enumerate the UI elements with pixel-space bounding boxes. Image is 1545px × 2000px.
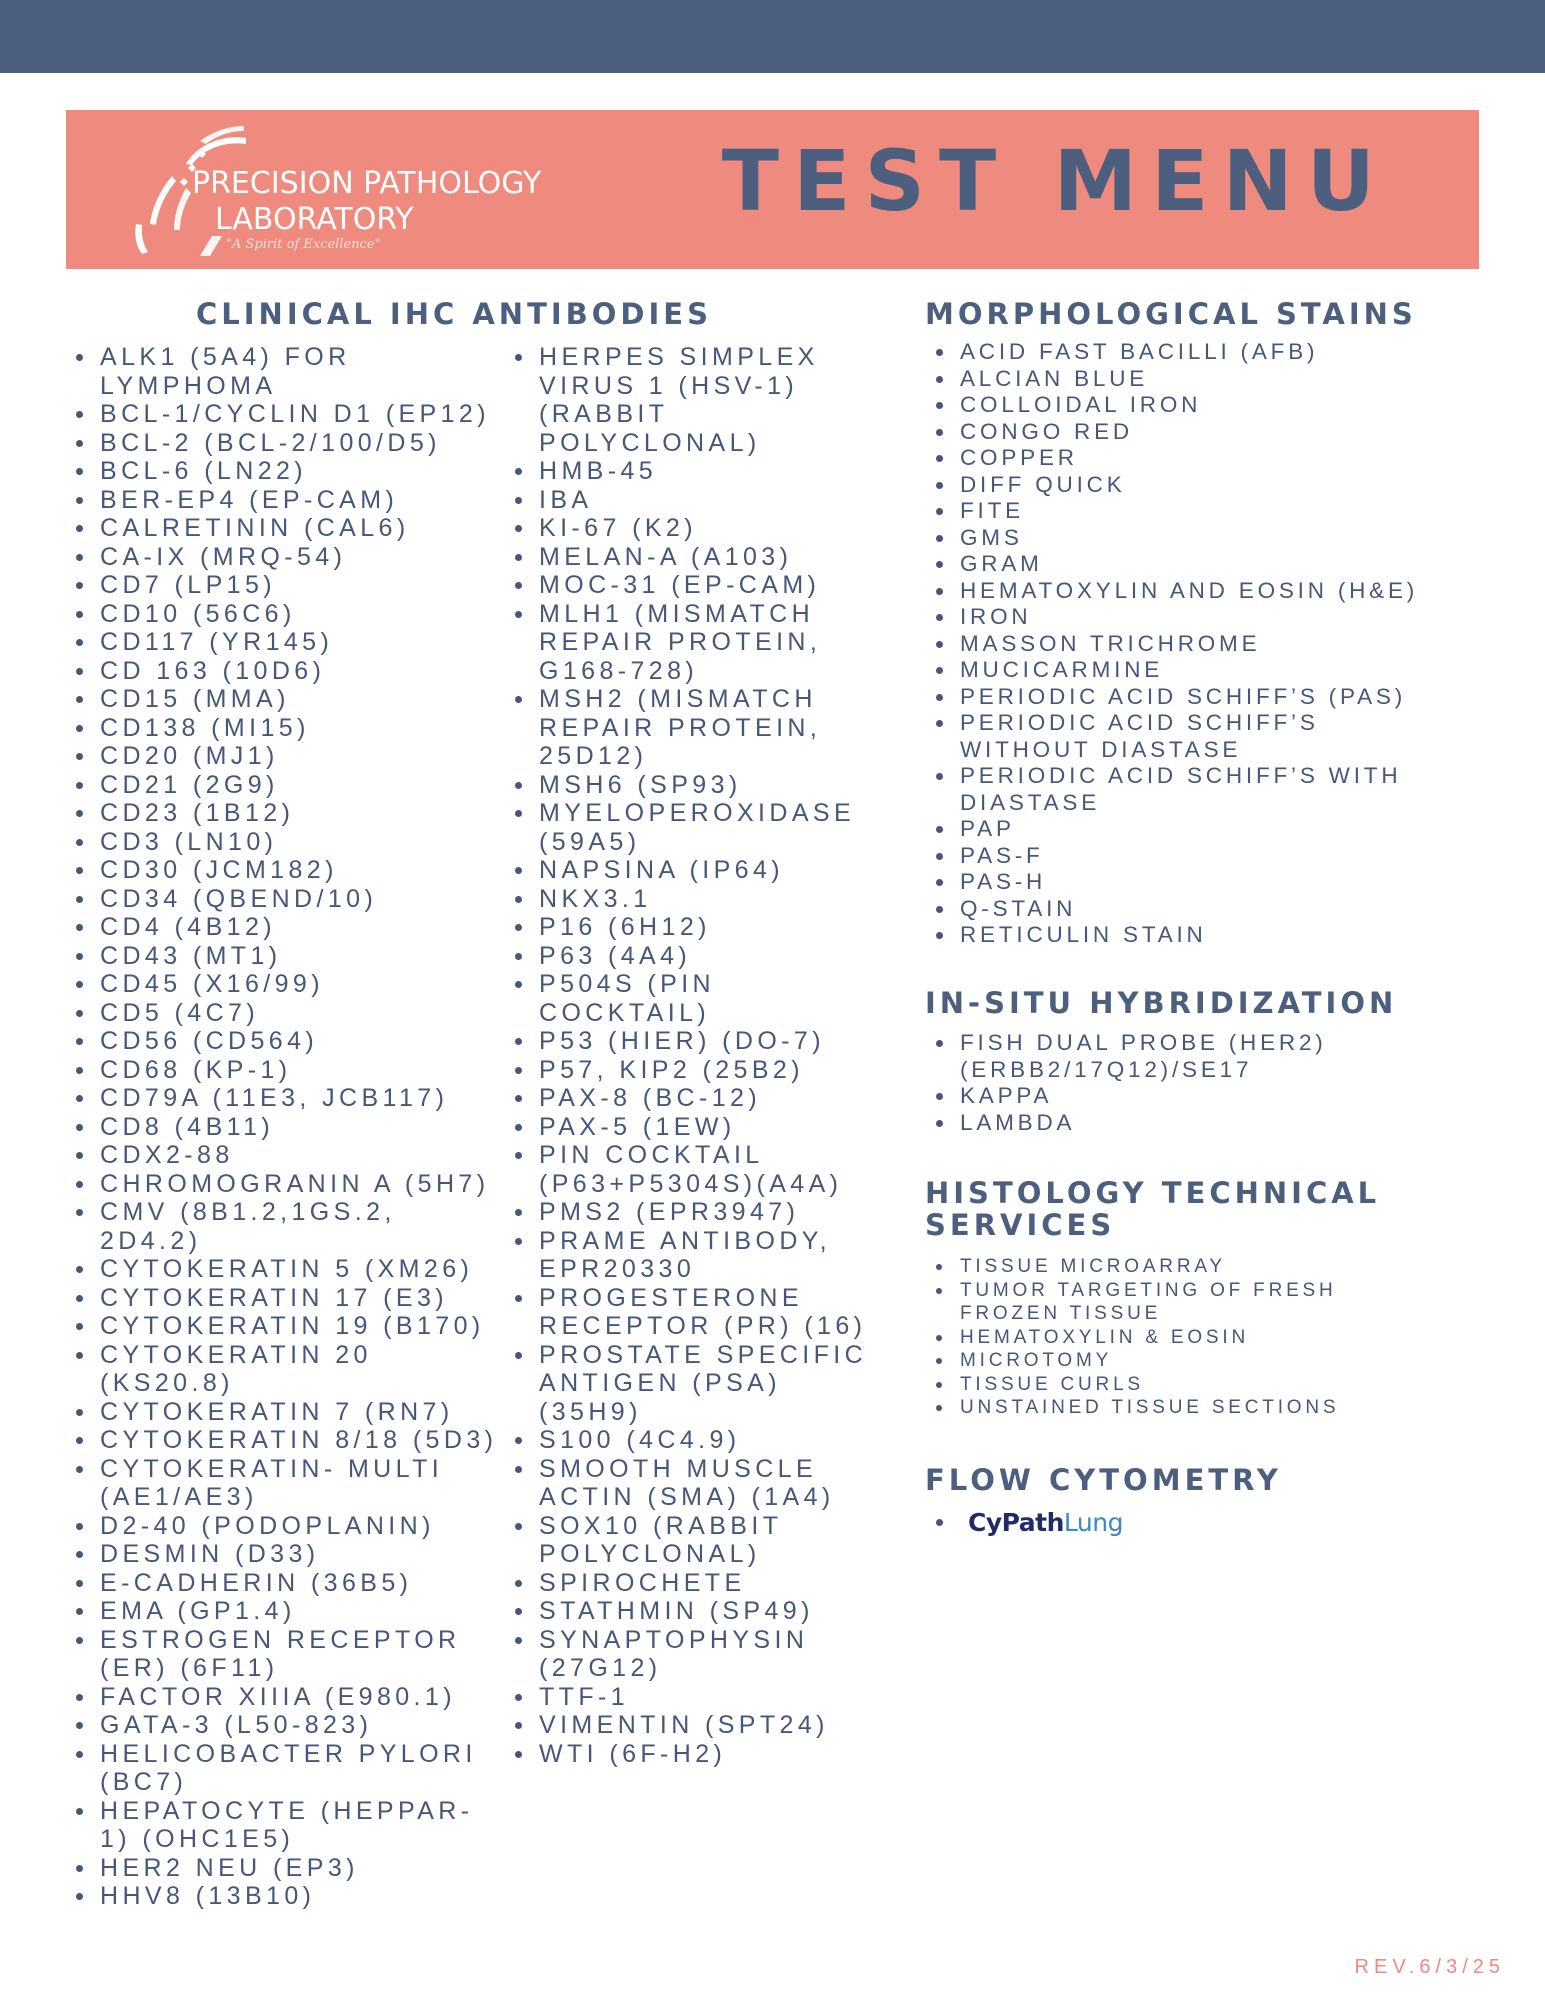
list-item: MLH1 (MISMATCH REPAIR PROTEIN, G168-728) bbox=[509, 600, 869, 686]
list-item: CD23 (1B12) bbox=[70, 799, 500, 828]
list-item: HEMATOXYLIN & EOSIN bbox=[930, 1326, 1350, 1350]
list-item: CYTOKERATIN 20 (KS20.8) bbox=[70, 1341, 500, 1398]
ihc-heading: CLINICAL IHC ANTIBODIES bbox=[196, 297, 712, 331]
list-item: CD117 (YR145) bbox=[70, 628, 500, 657]
top-color-bar bbox=[0, 0, 1545, 73]
list-item: CD68 (KP-1) bbox=[70, 1056, 500, 1085]
ish-list bbox=[930, 1030, 1350, 1136]
list-item: GMS bbox=[930, 525, 1450, 552]
list-item: IRON bbox=[930, 604, 1450, 631]
list-item: D2-40 (PODOPLANIN) bbox=[70, 1512, 500, 1541]
list-item: EMA (GP1.4) bbox=[70, 1597, 500, 1626]
list-item: PROSTATE SPECIFIC ANTIGEN (PSA) (35H9) bbox=[509, 1341, 869, 1427]
list-item: STATHMIN (SP49) bbox=[509, 1597, 869, 1626]
list-item: HERPES SIMPLEX VIRUS 1 (HSV-1) (RABBIT POLYCLONAL) bbox=[509, 343, 869, 457]
list-item: CONGO RED bbox=[930, 419, 1450, 446]
list-item: Q-STAIN bbox=[930, 896, 1450, 923]
list-item: P57, KIP2 (25B2) bbox=[509, 1056, 869, 1085]
ihc-list-column-1 bbox=[70, 343, 500, 1911]
logo-tagline: "A Spirit of Excellence" bbox=[226, 237, 381, 252]
list-item: PERIODIC ACID SCHIFF’S (PAS) bbox=[930, 684, 1450, 711]
list-item: PERIODIC ACID SCHIFF’S WITH DIASTASE bbox=[930, 763, 1450, 816]
cypath-lung-logo bbox=[968, 1508, 1123, 1537]
revision-label: REV.6/3/25 bbox=[1354, 1956, 1505, 1978]
list-item: P16 (6H12) bbox=[509, 913, 869, 942]
list-item: CA-IX (MRQ-54) bbox=[70, 543, 500, 572]
list-item: NAPSINA (IP64) bbox=[509, 856, 869, 885]
list-item: NKX3.1 bbox=[509, 885, 869, 914]
list-item: HELICOBACTER PYLORI (BC7) bbox=[70, 1740, 500, 1797]
list-item: SYNAPTOPHYSIN (27G12) bbox=[509, 1626, 869, 1683]
list-item: WTI (6F-H2) bbox=[509, 1740, 869, 1769]
list-item: MUCICARMINE bbox=[930, 657, 1450, 684]
list-item: CYTOKERATIN- MULTI (AE1/AE3) bbox=[70, 1455, 500, 1512]
list-item: BCL-1/CYCLIN D1 (EP12) bbox=[70, 400, 500, 429]
list-item: MASSON TRICHROME bbox=[930, 631, 1450, 658]
list-item: CD20 (MJ1) bbox=[70, 742, 500, 771]
histology-heading-line1: HISTOLOGY TECHNICAL bbox=[925, 1176, 1381, 1210]
list-item: PAP bbox=[930, 816, 1450, 843]
list-item: P504S (PIN COCKTAIL) bbox=[509, 970, 869, 1027]
list-item: HEPATOCYTE (HEPPAR-1) (OHC1E5) bbox=[70, 1797, 500, 1854]
list-item: COLLOIDAL IRON bbox=[930, 392, 1450, 419]
flow-heading: FLOW CYTOMETRY bbox=[925, 1463, 1282, 1497]
list-item: CD3 (LN10) bbox=[70, 828, 500, 857]
list-item: CD30 (JCM182) bbox=[70, 856, 500, 885]
list-item: ALCIAN BLUE bbox=[930, 366, 1450, 393]
list-item: KI-67 (K2) bbox=[509, 514, 869, 543]
list-item: HER2 NEU (EP3) bbox=[70, 1854, 500, 1883]
list-item: PAS-F bbox=[930, 843, 1450, 870]
list-item: TUMOR TARGETING OF FRESH FROZEN TISSUE bbox=[930, 1279, 1350, 1326]
list-item: CD5 (4C7) bbox=[70, 999, 500, 1028]
list-item: FISH DUAL PROBE (HER2) (ERBB2/17Q12)/SE17 bbox=[930, 1030, 1350, 1083]
list-item: CD7 (LP15) bbox=[70, 571, 500, 600]
lab-logo bbox=[126, 124, 596, 259]
list-item: CD8 (4B11) bbox=[70, 1113, 500, 1142]
list-item: ESTROGEN RECEPTOR (ER) (6F11) bbox=[70, 1626, 500, 1683]
list-item: BCL-2 (BCL-2/100/D5) bbox=[70, 429, 500, 458]
list-item: CMV (8B1.2,1GS.2, 2D4.2) bbox=[70, 1198, 500, 1255]
logo-name-line1: PRECISION PATHOLOGY bbox=[192, 166, 542, 201]
cypath-logo-part1: CyPath bbox=[968, 1508, 1064, 1537]
list-item: CD15 (MMA) bbox=[70, 685, 500, 714]
list-item: HEMATOXYLIN AND EOSIN (H&E) bbox=[930, 578, 1450, 605]
list-item: BCL-6 (LN22) bbox=[70, 457, 500, 486]
list-item: CD 163 (10D6) bbox=[70, 657, 500, 686]
list-item: S100 (4C4.9) bbox=[509, 1426, 869, 1455]
list-item: P53 (HIER) (DO-7) bbox=[509, 1027, 869, 1056]
list-item: TTF-1 bbox=[509, 1683, 869, 1712]
list-item: CALRETININ (CAL6) bbox=[70, 514, 500, 543]
list-item: CD34 (QBEND/10) bbox=[70, 885, 500, 914]
list-item: PRAME ANTIBODY, EPR20330 bbox=[509, 1227, 869, 1284]
page-title: TEST MENU bbox=[721, 132, 1389, 230]
list-item: MSH2 (MISMATCH REPAIR PROTEIN, 25D12) bbox=[509, 685, 869, 771]
ish-heading: IN-SITU HYBRIDIZATION bbox=[925, 986, 1398, 1020]
list-item: CD10 (56C6) bbox=[70, 600, 500, 629]
list-item: P63 (4A4) bbox=[509, 942, 869, 971]
list-item: MICROTOMY bbox=[930, 1349, 1350, 1373]
list-item: CHROMOGRANIN A (5H7) bbox=[70, 1170, 500, 1199]
list-item bbox=[930, 1505, 1230, 1541]
list-item: CD56 (CD564) bbox=[70, 1027, 500, 1056]
list-item: E-CADHERIN (36B5) bbox=[70, 1569, 500, 1598]
list-item: DESMIN (D33) bbox=[70, 1540, 500, 1569]
list-item: CD43 (MT1) bbox=[70, 942, 500, 971]
list-item: MSH6 (SP93) bbox=[509, 771, 869, 800]
header-banner bbox=[66, 110, 1479, 269]
list-item: KAPPA bbox=[930, 1083, 1350, 1110]
list-item: HHV8 (13B10) bbox=[70, 1882, 500, 1911]
morphological-heading: MORPHOLOGICAL STAINS bbox=[925, 297, 1417, 331]
list-item: PAX-5 (1EW) bbox=[509, 1113, 869, 1142]
list-item: MYELOPEROXIDASE (59A5) bbox=[509, 799, 869, 856]
list-item: VIMENTIN (SPT24) bbox=[509, 1711, 869, 1740]
list-item: IBA bbox=[509, 486, 869, 515]
list-item: FACTOR XIIIA (E980.1) bbox=[70, 1683, 500, 1712]
list-item: COPPER bbox=[930, 445, 1450, 472]
list-item: CYTOKERATIN 5 (XM26) bbox=[70, 1255, 500, 1284]
list-item: PAS-H bbox=[930, 869, 1450, 896]
list-item: GRAM bbox=[930, 551, 1450, 578]
list-item: CD45 (X16/99) bbox=[70, 970, 500, 999]
list-item: CYTOKERATIN 19 (B170) bbox=[70, 1312, 500, 1341]
list-item: PAX-8 (BC-12) bbox=[509, 1084, 869, 1113]
list-item: CYTOKERATIN 7 (RN7) bbox=[70, 1398, 500, 1427]
list-item: PIN COCKTAIL (P63+P5304S)(A4A) bbox=[509, 1141, 869, 1198]
list-item: CYTOKERATIN 17 (E3) bbox=[70, 1284, 500, 1313]
list-item: TISSUE CURLS bbox=[930, 1373, 1350, 1397]
list-item: LAMBDA bbox=[930, 1110, 1350, 1137]
list-item: ACID FAST BACILLI (AFB) bbox=[930, 339, 1450, 366]
list-item: HMB-45 bbox=[509, 457, 869, 486]
list-item: MOC-31 (EP-CAM) bbox=[509, 571, 869, 600]
list-item: RETICULIN STAIN bbox=[930, 922, 1450, 949]
list-item: CD138 (MI15) bbox=[70, 714, 500, 743]
list-item: CD21 (2G9) bbox=[70, 771, 500, 800]
list-item: FITE bbox=[930, 498, 1450, 525]
list-item: ALK1 (5A4) FOR LYMPHOMA bbox=[70, 343, 500, 400]
list-item: CD4 (4B12) bbox=[70, 913, 500, 942]
list-item: DIFF QUICK bbox=[930, 472, 1450, 499]
list-item: CYTOKERATIN 8/18 (5D3) bbox=[70, 1426, 500, 1455]
logo-name-line2: LABORATORY bbox=[215, 202, 414, 237]
list-item: PMS2 (EPR3947) bbox=[509, 1198, 869, 1227]
cypath-logo-part2: Lung bbox=[1063, 1508, 1123, 1537]
list-item: TISSUE MICROARRAY bbox=[930, 1255, 1350, 1279]
morphological-list bbox=[930, 339, 1450, 949]
histology-list bbox=[930, 1255, 1350, 1420]
list-item: CD79A (11E3, JCB117) bbox=[70, 1084, 500, 1113]
list-item: BER-EP4 (EP-CAM) bbox=[70, 486, 500, 515]
list-item: PERIODIC ACID SCHIFF’S WITHOUT DIASTASE bbox=[930, 710, 1450, 763]
ihc-list-column-2 bbox=[509, 343, 869, 1768]
list-item: SOX10 (RABBIT POLYCLONAL) bbox=[509, 1512, 869, 1569]
histology-heading-line2: SERVICES bbox=[925, 1208, 1116, 1242]
flow-list bbox=[930, 1505, 1230, 1541]
list-item: GATA-3 (L50-823) bbox=[70, 1711, 500, 1740]
list-item: SMOOTH MUSCLE ACTIN (SMA) (1A4) bbox=[509, 1455, 869, 1512]
list-item: MELAN-A (A103) bbox=[509, 543, 869, 572]
list-item: CDX2-88 bbox=[70, 1141, 500, 1170]
list-item: SPIROCHETE bbox=[509, 1569, 869, 1598]
list-item: UNSTAINED TISSUE SECTIONS bbox=[930, 1396, 1350, 1420]
list-item: PROGESTERONE RECEPTOR (PR) (16) bbox=[509, 1284, 869, 1341]
